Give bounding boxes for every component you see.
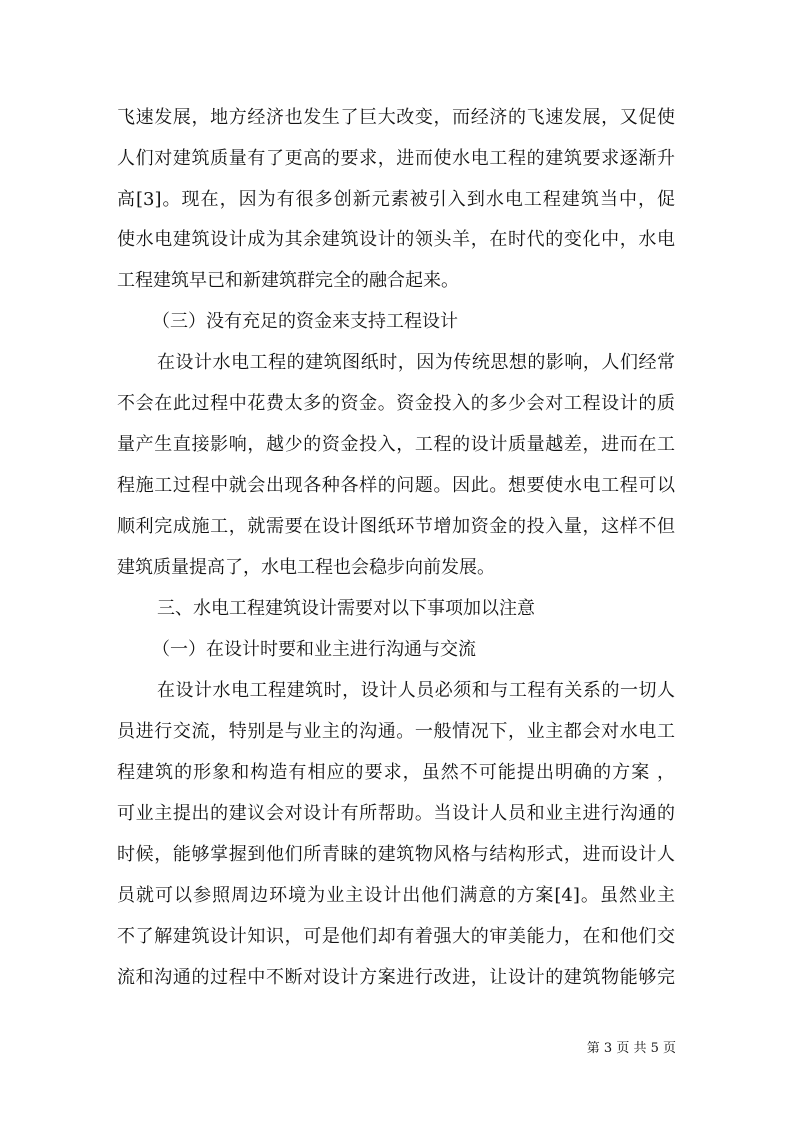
text-line: 流和沟通的过程中不断对设计方案进行改进，让设计的建筑物能够完 — [117, 967, 675, 988]
text-line: 员进行交流，特别是与业主的沟通。一般情况下，业主都会对水电工 — [117, 721, 675, 742]
text-line: 顺利完成施工，就需要在设计图纸环节增加资金的投入量，这样不但 — [117, 516, 675, 537]
text-line: 在设计水电工程建筑时，设计人员必须和与工程有关系的一切人 — [157, 680, 675, 701]
text-line: 员就可以参照周边环境为业主设计出他们满意的方案[4]。虽然业主 — [117, 885, 675, 906]
section-heading: （一）在设计时要和业主进行沟通与交流 — [152, 639, 476, 660]
text-line: 人们对建筑质量有了更高的要求，进而使水电工程的建筑要求逐渐升 — [117, 148, 675, 169]
section-heading: （三）没有充足的资金来支持工程设计 — [152, 311, 458, 332]
text-line: 时候，能够掌握到他们所青睐的建筑物风格与结构形式，进而设计人 — [117, 844, 675, 865]
text-line: 在设计水电工程的建筑图纸时，因为传统思想的影响，人们经常 — [157, 352, 675, 373]
text-line: 程建筑的形象和构造有相应的要求，虽然不可能提出明确的方案 ， — [117, 762, 675, 783]
page-number: 第 3 页 共 5 页 — [586, 1041, 676, 1056]
text-line: 建筑质量提高了，水电工程也会稳步向前发展。 — [117, 557, 495, 578]
text-line: 不会在此过程中花费太多的资金。资金投入的多少会对工程设计的质 — [117, 393, 675, 414]
text-line: 使水电建筑设计成为其余建筑设计的领头羊，在时代的变化中，水电 — [117, 229, 675, 250]
text-line: 量产生直接影响，越少的资金投入，工程的设计质量越差，进而在工 — [117, 434, 675, 455]
section-heading: 三、水电工程建筑设计需要对以下事项加以注意 — [157, 598, 535, 619]
text-line: 不了解建筑设计知识，可是他们却有着强大的审美能力，在和他们交 — [117, 926, 675, 947]
text-line: 飞速发展，地方经济也发生了巨大改变，而经济的飞速发展，又促使 — [117, 107, 675, 128]
text-line: 工程建筑早已和新建筑群完全的融合起来。 — [117, 270, 459, 291]
text-line: 高[3]。现在，因为有很多创新元素被引入到水电工程建筑当中，促 — [117, 189, 675, 210]
text-line: 程施工过程中就会出现各种各样的问题。因此。想要使水电工程可以 — [117, 475, 675, 496]
text-line: 可业主提出的建议会对设计有所帮助。当设计人员和业主进行沟通的 — [117, 803, 675, 824]
